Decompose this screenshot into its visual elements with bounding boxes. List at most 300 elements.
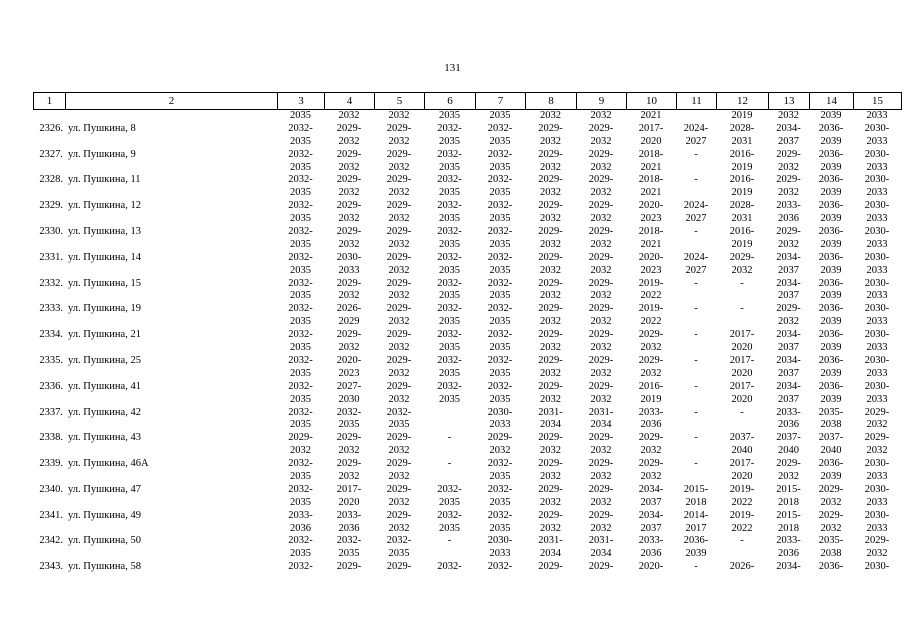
period-start: 2016- (729, 148, 755, 160)
period-end: 2033 (866, 135, 888, 147)
row-number: 2331. (39, 251, 63, 263)
period-start: 2020- (336, 354, 362, 366)
period-end: 2032 (640, 367, 662, 379)
period-cell (716, 510, 768, 536)
period-cell (576, 303, 626, 329)
period-end: 2036 (290, 522, 311, 534)
period-cell (324, 432, 374, 458)
period-end: 2035 (489, 238, 511, 250)
period-start: 2029- (538, 277, 563, 289)
period-end: 2039 (820, 238, 842, 250)
period-cell (424, 252, 475, 278)
period-start: 2030- (864, 226, 890, 238)
period-cell (809, 381, 853, 407)
street-address: ул. Пушкина, 43 (68, 432, 141, 444)
period-end: 2033 (866, 264, 888, 276)
period-end (676, 419, 716, 432)
period-cell (525, 381, 576, 407)
period-start: 2029- (864, 432, 890, 444)
period-end (676, 316, 716, 329)
period-start: - (447, 535, 452, 547)
period-cell (424, 432, 475, 458)
period-start: - (694, 303, 698, 315)
period-cell (277, 432, 324, 458)
period-start: 2032- (487, 509, 513, 521)
period-start: 2029- (336, 174, 362, 186)
period-start: 2030- (864, 122, 890, 134)
period-cell (277, 226, 324, 252)
carryover-cell: 2035 (290, 110, 311, 121)
period-start: 2030- (864, 174, 890, 186)
period-end: 2039 (820, 367, 842, 379)
period-end: 2019 (731, 187, 753, 199)
period-end: 2035 (290, 548, 311, 560)
column-header-row (33, 92, 902, 110)
period-cell (324, 123, 374, 149)
period-start: 2034- (776, 122, 801, 134)
period-start (424, 407, 475, 420)
period-end: 2032 (540, 187, 561, 199)
period-start: 2032- (288, 458, 313, 470)
period-start: 2031- (538, 406, 563, 418)
street-address: ул. Пушкина, 41 (68, 380, 141, 392)
street-address: ул. Пушкина, 50 (68, 535, 141, 547)
period-start: 2032- (437, 509, 462, 521)
period-end (424, 548, 475, 561)
period-cell (676, 278, 716, 304)
table-row (33, 200, 901, 226)
period-end: 2032 (866, 548, 888, 560)
period-cell (626, 484, 676, 510)
period-cell (716, 226, 768, 252)
period-end: 2039 (820, 135, 842, 147)
period-cell (424, 200, 475, 226)
period-end: 2032 (590, 135, 612, 147)
period-start: 2015- (776, 483, 801, 495)
period-start: 2018- (638, 148, 664, 160)
carryover-cell: 2033 (866, 110, 888, 121)
period-end: 2019 (640, 393, 662, 405)
period-start: 2029- (336, 561, 362, 573)
period-start: 2029- (588, 251, 614, 263)
period-start: 2029- (588, 277, 614, 289)
period-end: 2036 (778, 548, 799, 560)
period-start: 2029- (386, 432, 412, 444)
period-end: 2035 (489, 496, 511, 508)
period-cell (324, 303, 374, 329)
period-cell (626, 458, 676, 484)
period-start: - (740, 303, 744, 315)
period-cell (809, 226, 853, 252)
period-end: 2032 (640, 342, 662, 354)
period-start: 2036- (818, 174, 844, 186)
period-start: 2031- (588, 406, 614, 418)
period-start: 2029- (336, 329, 362, 341)
period-end: 2032 (866, 445, 888, 457)
period-start: - (694, 329, 698, 341)
period-start: 2029- (588, 509, 614, 521)
period-cell (809, 329, 853, 355)
column-header: 11 (677, 93, 717, 110)
period-end: 2033 (866, 367, 888, 379)
period-cell (525, 510, 576, 536)
period-start: 2032- (288, 251, 313, 263)
period-start: 2029- (538, 458, 563, 470)
period-end: 2020 (731, 393, 753, 405)
period-start: 2028- (729, 200, 755, 212)
period-end: 2037 (778, 342, 799, 354)
period-cell (277, 252, 324, 278)
street-address: ул. Пушкина, 8 (68, 122, 136, 134)
period-end: 2035 (489, 342, 511, 354)
period-cell (324, 329, 374, 355)
period-end: 2019 (731, 161, 753, 173)
period-cell (853, 381, 901, 407)
period-cell (809, 484, 853, 510)
period-cell (525, 484, 576, 510)
period-end: 2020 (731, 367, 753, 379)
period-end: 2035 (489, 316, 511, 328)
period-start: 2036- (818, 329, 844, 341)
period-end: 2035 (290, 470, 311, 482)
period-start: 2036- (818, 226, 844, 238)
period-start: 2029- (538, 561, 563, 573)
period-start: 2033- (288, 509, 313, 521)
period-end: 2039 (820, 470, 842, 482)
period-start: - (694, 354, 698, 366)
column-header: 8 (526, 93, 577, 110)
period-start: 2032- (437, 354, 462, 366)
period-start: 2032- (386, 406, 412, 418)
period-end: 2033 (866, 238, 888, 250)
period-start: 2036- (818, 354, 844, 366)
period-cell (853, 561, 901, 574)
period-cell (853, 123, 901, 149)
period-start: 2029- (588, 561, 614, 573)
period-start: 2015- (776, 509, 801, 521)
period-start: 2037- (818, 432, 844, 444)
period-end: 2036 (640, 419, 662, 431)
period-end: 2032 (338, 445, 360, 457)
period-end: 2020 (640, 135, 662, 147)
period-end: 2039 (820, 213, 842, 225)
period-end: 2032 (388, 393, 410, 405)
period-cell (768, 510, 809, 536)
period-end: 2035 (489, 187, 511, 199)
period-cell (324, 510, 374, 536)
period-start: 2032- (487, 122, 513, 134)
period-end: 2035 (489, 367, 511, 379)
period-start: 2034- (776, 380, 801, 392)
period-cell (768, 200, 809, 226)
period-cell (424, 535, 475, 561)
period-cell (277, 407, 324, 433)
period-end: 2035 (439, 342, 460, 354)
period-start: - (740, 406, 744, 418)
period-cell (475, 535, 525, 561)
period-start: 2024- (683, 251, 709, 263)
period-cell (277, 303, 324, 329)
period-cell (809, 174, 853, 200)
period-cell (809, 355, 853, 381)
period-end: 2032 (590, 161, 612, 173)
period-cell (424, 278, 475, 304)
period-cell (768, 123, 809, 149)
period-cell (626, 432, 676, 458)
period-cell (768, 355, 809, 381)
period-start: 2034- (638, 509, 664, 521)
carryover-cell: 2021 (640, 110, 662, 121)
period-start: 2032- (487, 226, 513, 238)
period-end: 2039 (820, 316, 842, 328)
period-start: 2037- (729, 432, 755, 444)
period-start: - (694, 148, 698, 160)
period-start: 2029- (386, 458, 412, 470)
period-end: 2035 (290, 213, 311, 225)
period-cell (475, 303, 525, 329)
period-cell (277, 510, 324, 536)
period-start: 2032- (437, 148, 462, 160)
period-end (676, 162, 716, 175)
period-start: 2029- (386, 251, 412, 263)
period-cell (374, 535, 424, 561)
table-row (33, 458, 901, 484)
period-end: 2038 (820, 419, 842, 431)
period-end: 2035 (489, 213, 511, 225)
table-row (33, 381, 901, 407)
period-cell (374, 458, 424, 484)
period-start: 2024- (683, 122, 709, 134)
period-start: - (740, 535, 744, 547)
period-cell (676, 381, 716, 407)
period-start: 2029- (538, 432, 563, 444)
period-cell (626, 303, 676, 329)
street-address: ул. Пушкина, 25 (68, 354, 141, 366)
period-cell (626, 535, 676, 561)
period-end: 2039 (820, 342, 842, 354)
period-cell (374, 510, 424, 536)
period-cell (716, 381, 768, 407)
period-start: 2030- (864, 329, 890, 341)
period-end: 2035 (290, 135, 311, 147)
period-start: 2029- (538, 122, 563, 134)
row-number: 2334. (39, 329, 63, 341)
period-start: 2029- (386, 483, 412, 495)
period-end: 2035 (290, 187, 311, 199)
period-cell (716, 200, 768, 226)
period-cell (626, 149, 676, 175)
period-end: 2032 (540, 522, 561, 534)
period-cell (374, 407, 424, 433)
period-cell (853, 174, 901, 200)
period-end: 2035 (290, 496, 311, 508)
period-end: 2032 (338, 135, 360, 147)
table-row (33, 226, 901, 252)
period-cell (626, 355, 676, 381)
period-cell (374, 329, 424, 355)
period-cell (853, 278, 901, 304)
period-start: 2029- (336, 122, 362, 134)
period-cell (768, 561, 809, 574)
period-end: 2032 (388, 316, 410, 328)
period-end (676, 394, 716, 407)
period-start: 2017- (729, 354, 755, 366)
period-cell (676, 149, 716, 175)
period-end: 2032 (388, 264, 410, 276)
table-row (33, 174, 901, 200)
period-start: 2032- (437, 174, 462, 186)
period-cell (576, 174, 626, 200)
period-start: 2018- (638, 174, 664, 186)
period-cell (809, 561, 853, 574)
period-start: 2029- (538, 303, 563, 315)
period-start: 2029- (588, 303, 614, 315)
period-end: 2032 (540, 213, 561, 225)
period-start: 2014- (683, 509, 709, 521)
period-cell (676, 174, 716, 200)
period-cell (374, 123, 424, 149)
period-start: 2036- (818, 122, 844, 134)
period-start: 2029- (538, 174, 563, 186)
period-cell (853, 407, 901, 433)
column-header: 7 (476, 93, 526, 110)
period-start: - (447, 458, 452, 470)
period-start: 2019- (729, 483, 755, 495)
period-cell (576, 252, 626, 278)
period-start: 2029- (538, 380, 563, 392)
period-end: 2027 (685, 264, 707, 276)
period-start: 2029- (336, 200, 362, 212)
period-cell (424, 510, 475, 536)
period-cell (277, 355, 324, 381)
period-end (676, 290, 716, 303)
period-cell (475, 226, 525, 252)
period-start: 2019- (638, 303, 664, 315)
period-start: 2029- (538, 329, 563, 341)
period-start: 2032- (288, 406, 313, 418)
period-end: 2032 (388, 213, 410, 225)
period-cell (809, 200, 853, 226)
period-start: 2032- (487, 200, 513, 212)
period-cell (576, 200, 626, 226)
period-end: 2035 (290, 238, 311, 250)
period-end: 2027 (685, 135, 707, 147)
period-start: 2036- (818, 561, 844, 573)
period-cell (768, 484, 809, 510)
period-start: 2032- (487, 303, 513, 315)
period-cell (809, 149, 853, 175)
period-start: 2036- (818, 251, 844, 263)
period-start: 2030- (336, 251, 362, 263)
period-cell (374, 561, 424, 574)
period-start: 2032- (487, 380, 513, 392)
period-cell (424, 226, 475, 252)
period-end: 2035 (489, 470, 511, 482)
street-address: ул. Пушкина, 58 (68, 561, 141, 573)
period-end: 2036 (338, 522, 360, 534)
period-end: 2035 (338, 419, 360, 431)
table-row (33, 535, 901, 561)
period-start: 2029- (818, 509, 844, 521)
period-start: 2031- (588, 535, 614, 547)
period-start: 2029- (487, 432, 513, 444)
period-start: - (694, 432, 698, 444)
period-cell (475, 432, 525, 458)
column-header: 6 (425, 93, 476, 110)
period-cell (324, 355, 374, 381)
period-start: 2026- (729, 561, 755, 573)
period-start: 2032- (437, 122, 462, 134)
period-cell (525, 174, 576, 200)
period-end: 2018 (685, 496, 707, 508)
period-end: 2040 (731, 445, 753, 457)
period-end: 2035 (439, 393, 460, 405)
period-cell (626, 407, 676, 433)
period-end (676, 239, 716, 252)
period-start: 2029- (538, 483, 563, 495)
period-start: 2036- (818, 380, 844, 392)
period-start: 2032- (437, 277, 462, 289)
period-end: 2023 (338, 367, 360, 379)
period-end: 2039 (820, 187, 842, 199)
period-start: 2029- (776, 303, 801, 315)
street-address: ул. Пушкина, 46А (68, 458, 149, 470)
period-end: 2037 (778, 393, 799, 405)
period-start: 2029- (776, 148, 801, 160)
period-end: 2021 (640, 238, 662, 250)
carryover-cell: 2019 (731, 110, 753, 121)
period-cell (626, 510, 676, 536)
period-start: 2032- (437, 251, 462, 263)
period-start: 2035- (818, 535, 844, 547)
period-start: 2029- (538, 354, 563, 366)
period-cell (324, 174, 374, 200)
period-cell (853, 252, 901, 278)
period-cell (576, 535, 626, 561)
period-end: 2032 (590, 290, 612, 302)
period-end: 2034 (540, 548, 561, 560)
period-end: 2034 (540, 419, 561, 431)
period-start: 2036- (818, 277, 844, 289)
period-end: 2032 (640, 470, 662, 482)
period-cell (324, 535, 374, 561)
period-start: - (694, 406, 698, 418)
period-end: 2037 (778, 135, 799, 147)
period-cell (576, 149, 626, 175)
period-cell (853, 432, 901, 458)
period-end: 2032 (820, 496, 842, 508)
period-cell (277, 484, 324, 510)
period-cell (277, 123, 324, 149)
period-start: 2029- (336, 148, 362, 160)
period-cell (853, 303, 901, 329)
period-end: 2032 (338, 342, 360, 354)
period-start: 2034- (638, 483, 664, 495)
period-start: 2017- (729, 458, 755, 470)
period-cell (525, 561, 576, 574)
period-start: 2029- (386, 303, 412, 315)
period-end: 2032 (540, 161, 561, 173)
period-cell (576, 381, 626, 407)
period-start: 2031- (538, 535, 563, 547)
period-end: 2030 (338, 393, 360, 405)
period-start: 2017- (336, 483, 362, 495)
period-cell (626, 329, 676, 355)
period-start: 2030- (864, 483, 890, 495)
period-start: 2032- (288, 535, 313, 547)
period-end: 2035 (290, 419, 311, 431)
period-cell (374, 278, 424, 304)
